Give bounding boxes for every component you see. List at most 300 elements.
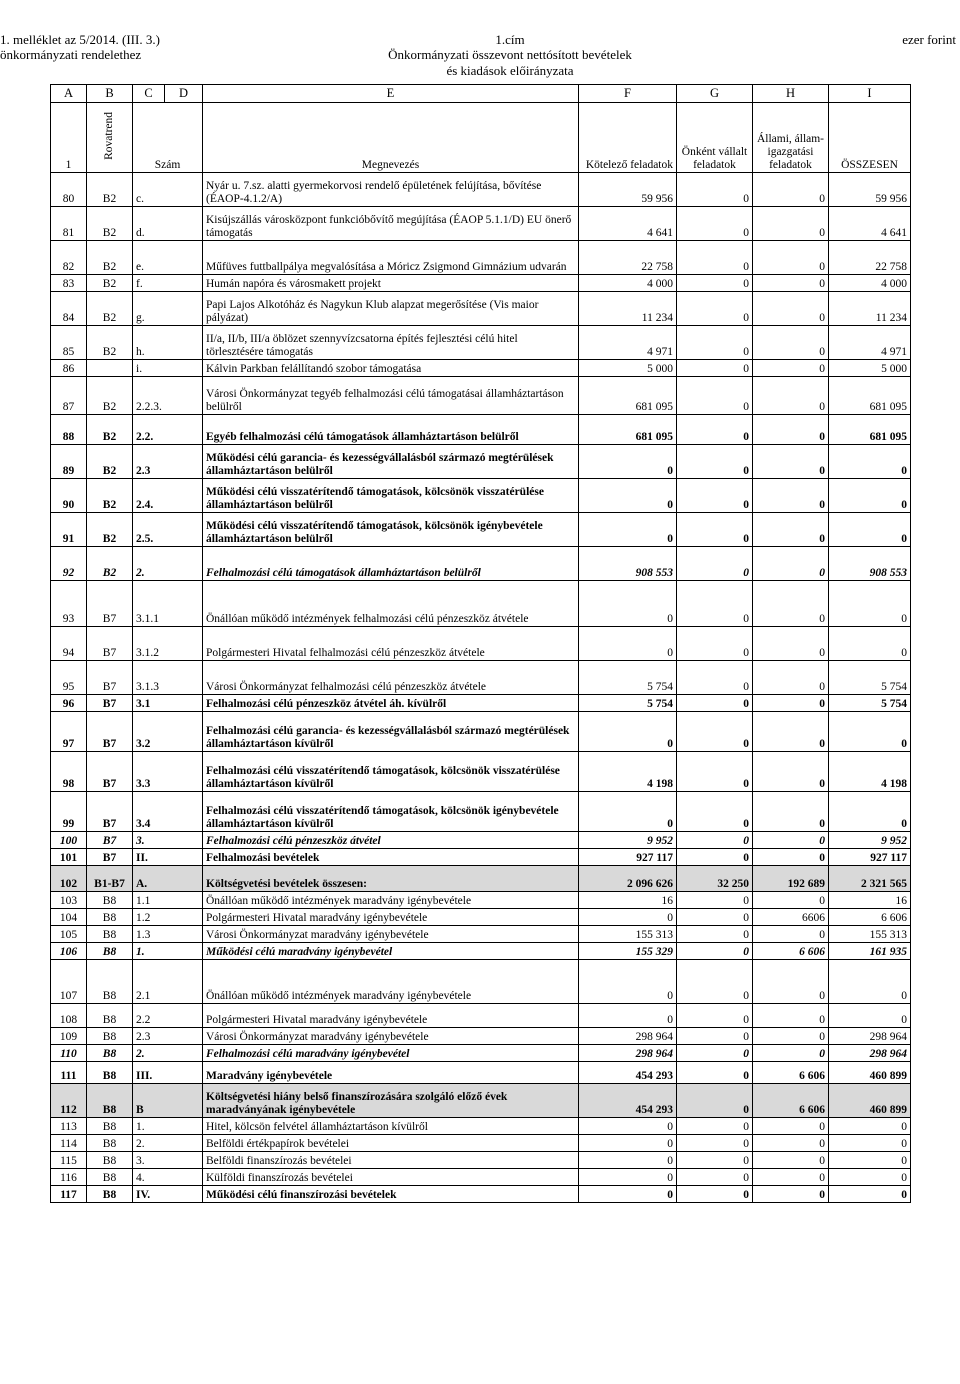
row-number: 99: [51, 792, 87, 832]
table-row: [51, 377, 911, 415]
allami-cell: 0: [753, 1152, 829, 1169]
rovatrend-cell: B8: [87, 892, 133, 909]
osszesen-cell: 681 095: [829, 415, 911, 445]
allami-cell: 0: [753, 1028, 829, 1045]
allami-cell: 0: [753, 207, 829, 241]
row-number: 86: [51, 360, 87, 377]
rovatrend-cell: B2: [87, 513, 133, 547]
name-cell: Városi Önkormányzat maradvány igénybevétele: [203, 926, 579, 943]
rovatrend-cell: B8: [87, 960, 133, 1004]
page-subtitle-2: és kiadások előirányzata: [446, 63, 574, 78]
kotelezo-cell: 0: [579, 1169, 677, 1186]
name-cell: Működési célú visszatérítendő támogatások, kölcsönök igénybevétele államháztartáson belülről: [203, 513, 579, 547]
onkent-cell: 0: [677, 792, 753, 832]
osszesen-cell: 0: [829, 1004, 911, 1028]
rovatrend-cell: B2: [87, 547, 133, 581]
table-row: [51, 1028, 911, 1045]
table-row: [51, 547, 911, 581]
row-number: 108: [51, 1004, 87, 1028]
allami-cell: 0: [753, 581, 829, 627]
szam-cell: 2.5.: [133, 513, 203, 547]
row-number: 88: [51, 415, 87, 445]
name-cell: Felhalmozási célú maradvány igénybevétel: [203, 1045, 579, 1062]
table-row: [51, 752, 911, 792]
row-number: 105: [51, 926, 87, 943]
rovatrend-cell: B2: [87, 292, 133, 326]
szam-cell: i.: [133, 360, 203, 377]
name-cell: Belföldi értékpapírok bevételei: [203, 1135, 579, 1152]
kotelezo-cell: 16: [579, 892, 677, 909]
header-rovatrend: [87, 103, 133, 173]
rovatrend-cell: B8: [87, 1084, 133, 1118]
allami-cell: 6 606: [753, 1084, 829, 1118]
allami-cell: 0: [753, 547, 829, 581]
onkent-cell: 0: [677, 1062, 753, 1084]
kotelezo-cell: 298 964: [579, 1028, 677, 1045]
kotelezo-cell: 454 293: [579, 1084, 677, 1118]
osszesen-cell: 5 754: [829, 695, 911, 712]
kotelezo-cell: 0: [579, 1152, 677, 1169]
name-cell: Felhalmozási célú visszatérítendő támogatások, kölcsönök igénybevétele államháztartáson kívülről: [203, 792, 579, 832]
onkent-cell: 0: [677, 241, 753, 275]
rovatrend-cell: B8: [87, 1186, 133, 1203]
onkent-cell: 0: [677, 627, 753, 661]
kotelezo-cell: 4 198: [579, 752, 677, 792]
szam-cell: 3.4: [133, 792, 203, 832]
osszesen-cell: 0: [829, 627, 911, 661]
allami-cell: 0: [753, 712, 829, 752]
name-cell: Működési célú garancia- és kezességvállalásból származó megtérülések államháztartáson belülről: [203, 445, 579, 479]
onkent-cell: 0: [677, 892, 753, 909]
allami-cell: 0: [753, 792, 829, 832]
name-cell: Költségvetési bevételek összesen:: [203, 866, 579, 892]
row-number: 83: [51, 275, 87, 292]
row-number: 94: [51, 627, 87, 661]
header-rovatrend-label: Rovatrend: [103, 111, 115, 160]
szam-cell: 1.1: [133, 892, 203, 909]
name-cell: Működési célú visszatérítendő támogatások, kölcsönök visszatérülése államháztartáson belülről: [203, 479, 579, 513]
szam-cell: 3.3: [133, 752, 203, 792]
table-row: [51, 581, 911, 627]
szam-cell: B: [133, 1084, 203, 1118]
allami-cell: 0: [753, 1186, 829, 1203]
kotelezo-cell: 0: [579, 1135, 677, 1152]
onkent-cell: 0: [677, 943, 753, 960]
name-cell: Kisújszállás városközpont funkcióbővítő megújítása (ÉAOP 5.1.1/D) EU önerő támogatás: [203, 207, 579, 241]
onkent-cell: 0: [677, 832, 753, 849]
szam-cell: 2.: [133, 1135, 203, 1152]
kotelezo-cell: 5 754: [579, 661, 677, 695]
onkent-cell: 32 250: [677, 866, 753, 892]
kotelezo-cell: 155 313: [579, 926, 677, 943]
allami-cell: 0: [753, 752, 829, 792]
table-row: [51, 1084, 911, 1118]
szam-cell: 4.: [133, 1169, 203, 1186]
onkent-cell: 0: [677, 547, 753, 581]
row-number: 107: [51, 960, 87, 1004]
osszesen-cell: 16: [829, 892, 911, 909]
kotelezo-cell: 0: [579, 712, 677, 752]
osszesen-cell: 59 956: [829, 173, 911, 207]
rovatrend-cell: B7: [87, 627, 133, 661]
szam-cell: III.: [133, 1062, 203, 1084]
osszesen-cell: 0: [829, 581, 911, 627]
col-letter-a: A: [51, 85, 87, 103]
szam-cell: c.: [133, 173, 203, 207]
header-megnevezes: Megnevezés: [203, 103, 579, 173]
kotelezo-cell: 0: [579, 627, 677, 661]
osszesen-cell: 0: [829, 513, 911, 547]
table-row: [51, 241, 911, 275]
table-row: [51, 926, 911, 943]
osszesen-cell: 908 553: [829, 547, 911, 581]
osszesen-cell: 4 000: [829, 275, 911, 292]
kotelezo-cell: 5 754: [579, 695, 677, 712]
allami-cell: 0: [753, 241, 829, 275]
table-row: [51, 1186, 911, 1203]
table-row: [51, 1135, 911, 1152]
row-number: 82: [51, 241, 87, 275]
allami-cell: 0: [753, 292, 829, 326]
table-row: [51, 445, 911, 479]
szam-cell: 1.: [133, 1118, 203, 1135]
row-number: 112: [51, 1084, 87, 1118]
allami-cell: 6 606: [753, 943, 829, 960]
osszesen-cell: 0: [829, 792, 911, 832]
table-row: [51, 943, 911, 960]
allami-cell: 0: [753, 1004, 829, 1028]
allami-cell: 0: [753, 695, 829, 712]
row-number: 90: [51, 479, 87, 513]
name-cell: Polgármesteri Hivatal maradvány igénybevétele: [203, 1004, 579, 1028]
name-cell: Külföldi finanszírozás bevételei: [203, 1169, 579, 1186]
name-cell: Városi Önkormányzat felhalmozási célú pénzeszköz átvétele: [203, 661, 579, 695]
rovatrend-cell: B7: [87, 712, 133, 752]
szam-cell: 3.1.3: [133, 661, 203, 695]
szam-cell: 2.2.3.: [133, 377, 203, 415]
table-row: [51, 661, 911, 695]
szam-cell: 2.3: [133, 1028, 203, 1045]
rovatrend-cell: B8: [87, 1118, 133, 1135]
header-kotelezo: Kötelező feladatok: [579, 103, 677, 173]
rovatrend-cell: B2: [87, 241, 133, 275]
annex-line-2: önkormányzati rendelethez: [0, 47, 142, 62]
rovatrend-cell: B8: [87, 1169, 133, 1186]
allami-cell: 0: [753, 479, 829, 513]
allami-cell: 0: [753, 360, 829, 377]
osszesen-cell: 4 198: [829, 752, 911, 792]
allami-cell: 0: [753, 1135, 829, 1152]
table-row: [51, 909, 911, 926]
onkent-cell: 0: [677, 513, 753, 547]
header-szam: Szám: [133, 103, 203, 173]
rovatrend-cell: B7: [87, 752, 133, 792]
rovatrend-cell: B2: [87, 479, 133, 513]
row-number: 106: [51, 943, 87, 960]
szam-cell: II.: [133, 849, 203, 866]
table-row: [51, 1045, 911, 1062]
row-number: 97: [51, 712, 87, 752]
kotelezo-cell: 0: [579, 1004, 677, 1028]
osszesen-cell: 0: [829, 1152, 911, 1169]
onkent-cell: 0: [677, 960, 753, 1004]
onkent-cell: 0: [677, 661, 753, 695]
rovatrend-cell: B7: [87, 849, 133, 866]
rovatrend-cell: B7: [87, 661, 133, 695]
kotelezo-cell: 0: [579, 1118, 677, 1135]
name-cell: Kálvin Parkban felállítandó szobor támogatása: [203, 360, 579, 377]
row-number: 93: [51, 581, 87, 627]
allami-cell: 0: [753, 415, 829, 445]
row-number: 91: [51, 513, 87, 547]
kotelezo-cell: 0: [579, 445, 677, 479]
col-letter-c: C: [133, 85, 165, 103]
col-letter-i: I: [829, 85, 911, 103]
allami-cell: 0: [753, 173, 829, 207]
osszesen-cell: 4 971: [829, 326, 911, 360]
rovatrend-cell: B7: [87, 792, 133, 832]
name-cell: Működési célú maradvány igénybevétel: [203, 943, 579, 960]
szam-cell: h.: [133, 326, 203, 360]
szam-cell: d.: [133, 207, 203, 241]
osszesen-cell: 2 321 565: [829, 866, 911, 892]
kotelezo-cell: 0: [579, 792, 677, 832]
table-row: [51, 1152, 911, 1169]
row-number: 115: [51, 1152, 87, 1169]
row-number: 100: [51, 832, 87, 849]
table-row: [51, 1118, 911, 1135]
rovatrend-cell: B8: [87, 1045, 133, 1062]
kotelezo-cell: 681 095: [579, 415, 677, 445]
osszesen-cell: 0: [829, 960, 911, 1004]
szam-cell: 3.: [133, 832, 203, 849]
szam-cell: 2.: [133, 1045, 203, 1062]
kotelezo-cell: 0: [579, 479, 677, 513]
unit-label: ezer forint: [902, 32, 956, 47]
onkent-cell: 0: [677, 377, 753, 415]
name-cell: Városi Önkormányzat tegyéb felhalmozási célú támogatásai államháztartáson belülről: [203, 377, 579, 415]
allami-cell: 0: [753, 1045, 829, 1062]
onkent-cell: 0: [677, 695, 753, 712]
allami-cell: 0: [753, 627, 829, 661]
header-osszesen: ÖSSZESEN: [829, 103, 911, 173]
rovatrend-cell: B2: [87, 207, 133, 241]
row-number: 104: [51, 909, 87, 926]
row-number: 103: [51, 892, 87, 909]
rovatrend-cell: B8: [87, 909, 133, 926]
kotelezo-cell: 4 971: [579, 326, 677, 360]
onkent-cell: 0: [677, 479, 753, 513]
name-cell: Önállóan működő intézmények maradvány igénybevétele: [203, 892, 579, 909]
col-letter-f: F: [579, 85, 677, 103]
name-cell: Papi Lajos Alkotóház és Nagykun Klub alapzat megerősítése (Vis maior pályázat): [203, 292, 579, 326]
osszesen-cell: 161 935: [829, 943, 911, 960]
szam-cell: 2.4.: [133, 479, 203, 513]
kotelezo-cell: 0: [579, 581, 677, 627]
onkent-cell: 0: [677, 712, 753, 752]
szam-cell: f.: [133, 275, 203, 292]
rovatrend-cell: B2: [87, 377, 133, 415]
row-number: 101: [51, 849, 87, 866]
name-cell: II/a, II/b, III/a öblözet szennyvízcsatorna építés fejlesztési célú hitel törlesztésére támogatás: [203, 326, 579, 360]
allami-cell: 6606: [753, 909, 829, 926]
rovatrend-cell: B8: [87, 943, 133, 960]
onkent-cell: 0: [677, 1135, 753, 1152]
name-cell: Polgármesteri Hivatal maradvány igénybevétele: [203, 909, 579, 926]
name-cell: Nyár u. 7.sz. alatti gyermekorvosi rendelő épületének felújítása, bővítése (ÉAOP-4.1.2/A): [203, 173, 579, 207]
table-row: [51, 866, 911, 892]
name-cell: Egyéb felhalmozási célú támogatások államháztartáson belülről: [203, 415, 579, 445]
name-cell: Felhalmozási célú pénzeszköz átvétel áh. kívülről: [203, 695, 579, 712]
column-header-row: [51, 103, 911, 173]
onkent-cell: 0: [677, 445, 753, 479]
row-number: 96: [51, 695, 87, 712]
allami-cell: 6 606: [753, 1062, 829, 1084]
osszesen-cell: 0: [829, 1118, 911, 1135]
allami-cell: 0: [753, 1169, 829, 1186]
row-number: 110: [51, 1045, 87, 1062]
row-number: 117: [51, 1186, 87, 1203]
szam-cell: 2.2: [133, 1004, 203, 1028]
allami-cell: 0: [753, 445, 829, 479]
rovatrend-cell: B8: [87, 1135, 133, 1152]
szam-cell: 3.1: [133, 695, 203, 712]
row-number: 84: [51, 292, 87, 326]
allami-cell: 0: [753, 661, 829, 695]
table-row: [51, 832, 911, 849]
onkent-cell: 0: [677, 1169, 753, 1186]
rovatrend-cell: B7: [87, 832, 133, 849]
col-letter-g: G: [677, 85, 753, 103]
name-cell: Költségvetési hiány belső finanszírozására szolgáló előző évek maradványának igénybevétele: [203, 1084, 579, 1118]
rovatrend-cell: B2: [87, 415, 133, 445]
kotelezo-cell: 2 096 626: [579, 866, 677, 892]
onkent-cell: 0: [677, 1186, 753, 1203]
column-letter-row: [51, 85, 911, 103]
appropriation-table: [50, 84, 911, 1203]
szam-cell: e.: [133, 241, 203, 275]
osszesen-cell: 0: [829, 1186, 911, 1203]
rovatrend-cell: B8: [87, 1152, 133, 1169]
page-subtitle-1: Önkormányzati összevont nettósított bevételek: [388, 47, 632, 62]
kotelezo-cell: 5 000: [579, 360, 677, 377]
kotelezo-cell: 4 000: [579, 275, 677, 292]
osszesen-cell: 0: [829, 1135, 911, 1152]
kotelezo-cell: 9 952: [579, 832, 677, 849]
table-row: [51, 292, 911, 326]
name-cell: Felhalmozási célú garancia- és kezességvállalásból származó megtérülések államháztartáson kívülről: [203, 712, 579, 752]
osszesen-cell: 0: [829, 479, 911, 513]
row-number: 92: [51, 547, 87, 581]
kotelezo-cell: 0: [579, 1186, 677, 1203]
osszesen-cell: 681 095: [829, 377, 911, 415]
table-row: [51, 892, 911, 909]
osszesen-cell: 0: [829, 712, 911, 752]
kotelezo-cell: 454 293: [579, 1062, 677, 1084]
szam-cell: 1.2: [133, 909, 203, 926]
col-letter-e: E: [203, 85, 579, 103]
osszesen-cell: 5 754: [829, 661, 911, 695]
row-number: 87: [51, 377, 87, 415]
onkent-cell: 0: [677, 849, 753, 866]
kotelezo-cell: 908 553: [579, 547, 677, 581]
onkent-cell: 0: [677, 1045, 753, 1062]
onkent-cell: 0: [677, 173, 753, 207]
onkent-cell: 0: [677, 207, 753, 241]
onkent-cell: 0: [677, 1084, 753, 1118]
rovatrend-cell: [87, 360, 133, 377]
table-row: [51, 849, 911, 866]
szam-cell: 2.1: [133, 960, 203, 1004]
osszesen-cell: 9 952: [829, 832, 911, 849]
row-number: 102: [51, 866, 87, 892]
osszesen-cell: 22 758: [829, 241, 911, 275]
table-row: [51, 479, 911, 513]
rovatrend-cell: B8: [87, 926, 133, 943]
szam-cell: 3.: [133, 1152, 203, 1169]
allami-cell: 0: [753, 926, 829, 943]
name-cell: Műfüves futtballpálya megvalósítása a Móricz Zsigmond Gimnázium udvarán: [203, 241, 579, 275]
szam-cell: IV.: [133, 1186, 203, 1203]
name-cell: Felhalmozási bevételek: [203, 849, 579, 866]
row-number: 80: [51, 173, 87, 207]
kotelezo-cell: 155 329: [579, 943, 677, 960]
osszesen-cell: 6 606: [829, 909, 911, 926]
table-row: [51, 627, 911, 661]
kotelezo-cell: 11 234: [579, 292, 677, 326]
rovatrend-cell: B1-B7: [87, 866, 133, 892]
annex-line-1: 1. melléklet az 5/2014. (III. 3.): [0, 32, 160, 47]
name-cell: Felhalmozási célú pénzeszköz átvétel: [203, 832, 579, 849]
onkent-cell: 0: [677, 275, 753, 292]
name-cell: Belföldi finanszírozás bevételei: [203, 1152, 579, 1169]
osszesen-cell: 4 641: [829, 207, 911, 241]
name-cell: Önállóan működő intézmények maradvány igénybevétele: [203, 960, 579, 1004]
rovatrend-cell: B8: [87, 1062, 133, 1084]
osszesen-cell: 298 964: [829, 1045, 911, 1062]
rovatrend-cell: B8: [87, 1028, 133, 1045]
osszesen-cell: 460 899: [829, 1084, 911, 1118]
row-number: 89: [51, 445, 87, 479]
szam-cell: 2.: [133, 547, 203, 581]
rovatrend-cell: B2: [87, 275, 133, 292]
onkent-cell: 0: [677, 909, 753, 926]
onkent-cell: 0: [677, 326, 753, 360]
name-cell: Felhalmozási célú támogatások államháztartáson belülről: [203, 547, 579, 581]
rovatrend-cell: B7: [87, 695, 133, 712]
kotelezo-cell: 59 956: [579, 173, 677, 207]
row-number: 85: [51, 326, 87, 360]
table-row: [51, 326, 911, 360]
osszesen-cell: 11 234: [829, 292, 911, 326]
table-row: [51, 513, 911, 547]
onkent-cell: 0: [677, 1028, 753, 1045]
table-row: [51, 1169, 911, 1186]
rovatrend-cell: B2: [87, 445, 133, 479]
name-cell: Működési célú finanszírozási bevételek: [203, 1186, 579, 1203]
kotelezo-cell: 0: [579, 960, 677, 1004]
onkent-cell: 0: [677, 926, 753, 943]
row-number: 95: [51, 661, 87, 695]
onkent-cell: 0: [677, 1118, 753, 1135]
kotelezo-cell: 298 964: [579, 1045, 677, 1062]
name-cell: Polgármesteri Hivatal felhalmozási célú pénzeszköz átvétele: [203, 627, 579, 661]
header-onkent: Önként vállalt feladatok: [677, 103, 753, 173]
szam-cell: 1.3: [133, 926, 203, 943]
name-cell: Városi Önkormányzat maradvány igénybevétele: [203, 1028, 579, 1045]
row-number: 109: [51, 1028, 87, 1045]
szam-cell: 2.3: [133, 445, 203, 479]
